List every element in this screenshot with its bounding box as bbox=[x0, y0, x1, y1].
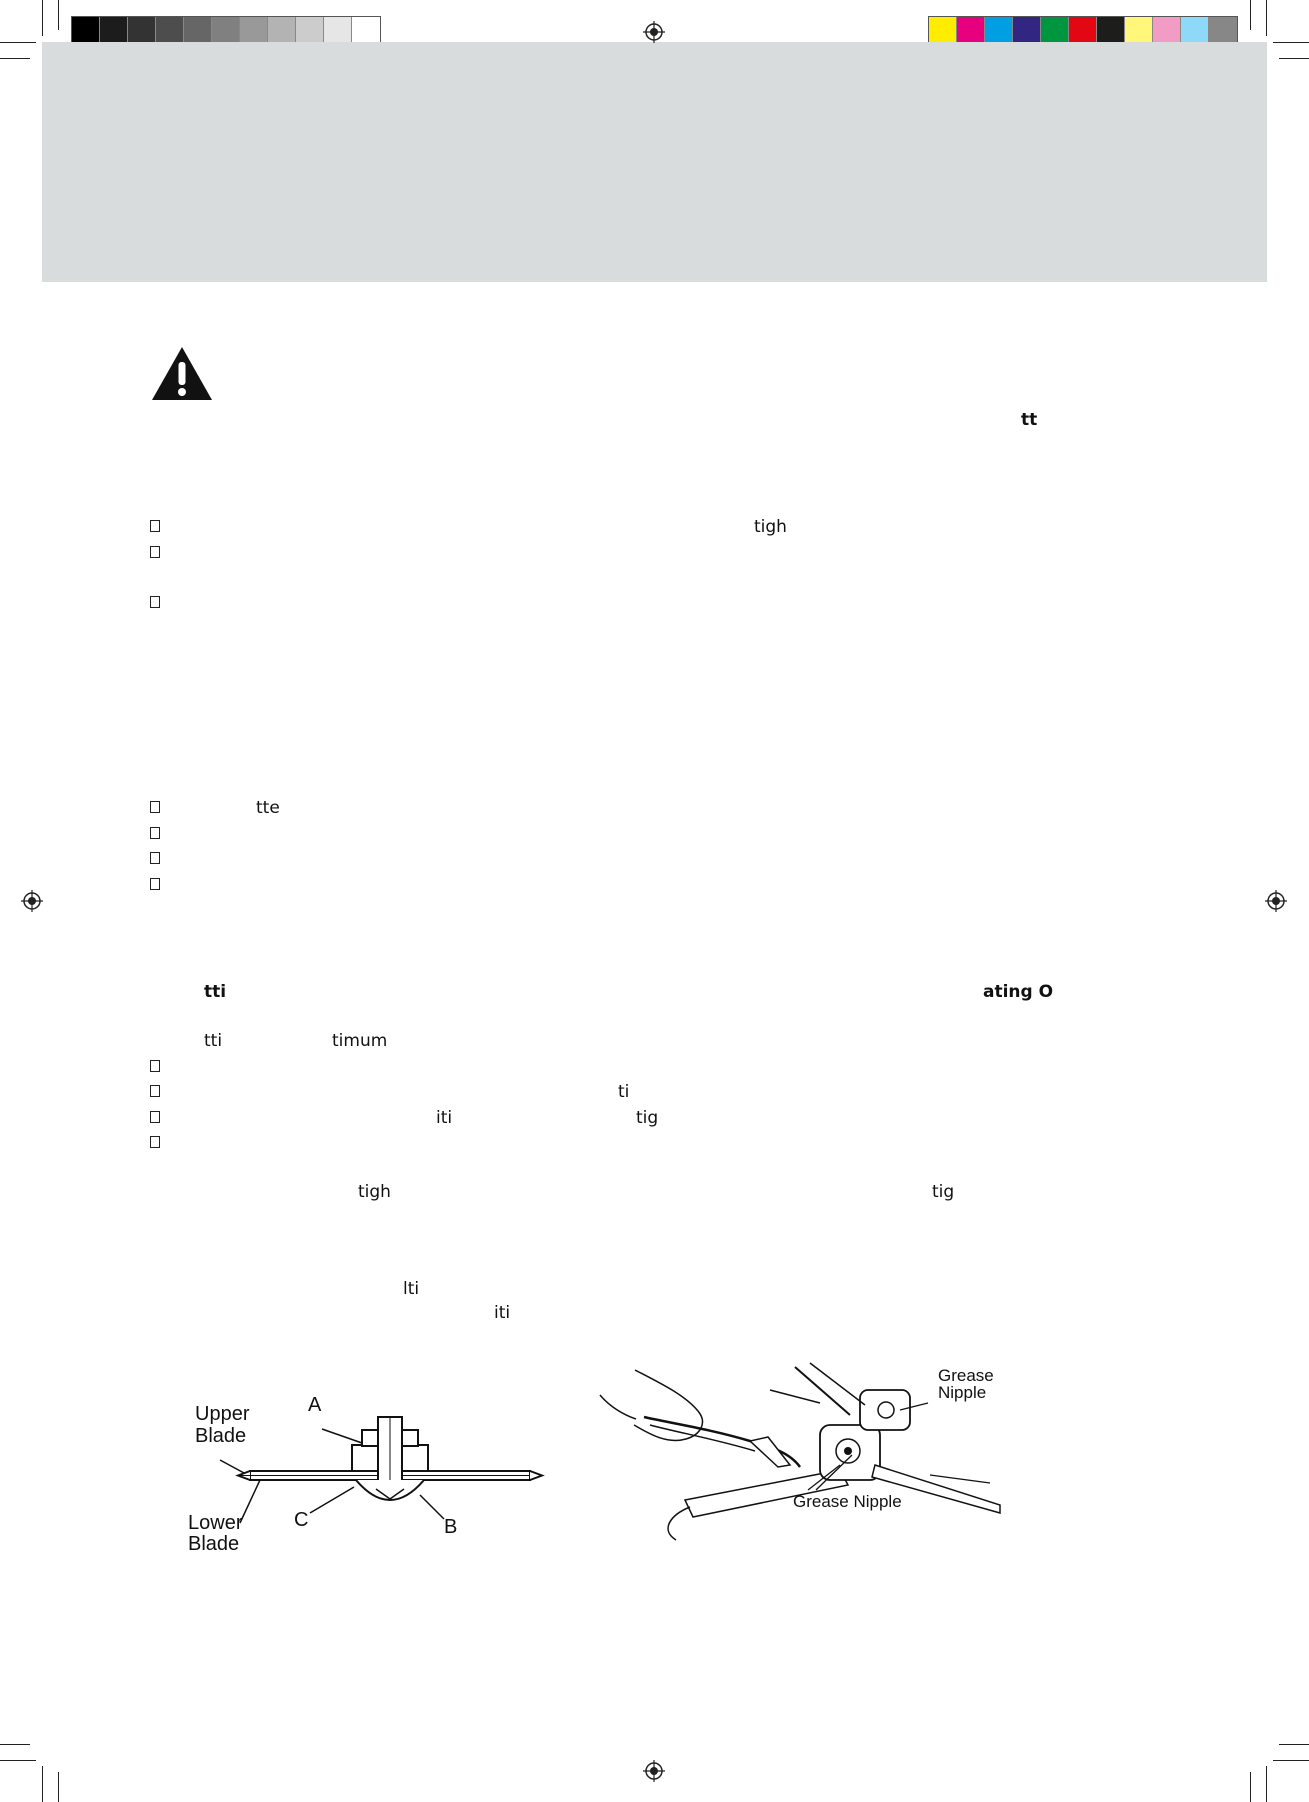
list-bullet bbox=[150, 1136, 160, 1148]
grayscale-swatch bbox=[296, 17, 324, 45]
color-swatch bbox=[1209, 17, 1237, 45]
grease-nipple-top-label-line-1: Grease bbox=[938, 1366, 994, 1385]
list-bullet bbox=[150, 596, 160, 608]
grayscale-swatch bbox=[156, 17, 184, 45]
list-bullet bbox=[150, 520, 160, 532]
lower-blade-label-line-2: Blade bbox=[188, 1533, 240, 1555]
crop-mark bbox=[1279, 1744, 1309, 1745]
crop-mark bbox=[1266, 1766, 1267, 1802]
grayscale-swatch bbox=[100, 17, 128, 45]
grease-nipple-bottom-label: Grease Nipple bbox=[793, 1492, 902, 1511]
crop-mark bbox=[1273, 1760, 1309, 1761]
registration-mark-icon bbox=[643, 1760, 665, 1782]
crop-mark bbox=[58, 1772, 59, 1802]
text-fragment: tigh bbox=[754, 517, 787, 537]
list-bullet bbox=[150, 1085, 160, 1097]
crop-mark bbox=[42, 0, 43, 36]
crop-mark bbox=[42, 1766, 43, 1802]
text-fragment: tigh bbox=[358, 1182, 391, 1202]
color-swatch bbox=[985, 17, 1013, 45]
list-bullet bbox=[150, 546, 160, 558]
grayscale-swatch bbox=[352, 17, 380, 45]
text-fragment: tig bbox=[932, 1182, 955, 1202]
grayscale-swatch bbox=[128, 17, 156, 45]
blade-assembly-figure bbox=[180, 1385, 550, 1560]
color-swatch bbox=[1097, 17, 1125, 45]
list-bullet bbox=[150, 1111, 160, 1123]
grayscale-swatch bbox=[184, 17, 212, 45]
text-fragment: iti bbox=[436, 1108, 453, 1128]
upper-blade-label-line-2: Blade bbox=[195, 1425, 247, 1447]
color-swatch bbox=[1125, 17, 1153, 45]
label-c: C bbox=[294, 1509, 309, 1531]
registration-mark-icon bbox=[1265, 890, 1287, 912]
text-fragment: ating O bbox=[983, 982, 1054, 1002]
crop-mark bbox=[0, 58, 30, 59]
lower-blade-label-line-1: Lower bbox=[188, 1512, 243, 1534]
crop-mark bbox=[0, 1760, 36, 1761]
color-swatch bbox=[929, 17, 957, 45]
crop-mark bbox=[0, 42, 36, 43]
grayscale-swatch bbox=[72, 17, 100, 45]
text-fragment: tti bbox=[204, 982, 227, 1002]
registration-mark-icon bbox=[643, 21, 665, 43]
warning-triangle-icon bbox=[150, 345, 214, 402]
upper-blade-label-line-1: Upper bbox=[195, 1403, 250, 1425]
crop-mark bbox=[1250, 1772, 1251, 1802]
color-swatch bbox=[1153, 17, 1181, 45]
text-fragment: timum bbox=[332, 1031, 388, 1051]
list-bullet bbox=[150, 878, 160, 890]
crop-mark bbox=[1279, 58, 1309, 59]
grayscale-swatch bbox=[240, 17, 268, 45]
grayscale-swatch bbox=[212, 17, 240, 45]
list-bullet bbox=[150, 852, 160, 864]
list-bullet bbox=[150, 827, 160, 839]
grayscale-swatch bbox=[268, 17, 296, 45]
text-fragment: tte bbox=[256, 798, 280, 818]
registration-mark-icon bbox=[21, 890, 43, 912]
color-swatch bbox=[1069, 17, 1097, 45]
crop-mark bbox=[1273, 42, 1309, 43]
color-swatch bbox=[1181, 17, 1209, 45]
text-fragment: lti bbox=[403, 1279, 420, 1299]
crop-mark bbox=[1266, 0, 1267, 36]
text-fragment: iti bbox=[494, 1303, 511, 1323]
grease-nipple-figure bbox=[590, 1355, 1010, 1555]
header-band bbox=[42, 42, 1267, 282]
list-bullet bbox=[150, 801, 160, 813]
grease-nipple-top-label-line-2: Nipple bbox=[938, 1383, 987, 1402]
crop-mark bbox=[1250, 0, 1251, 30]
grayscale-swatch bbox=[324, 17, 352, 45]
color-swatch bbox=[1041, 17, 1069, 45]
text-fragment: tti bbox=[204, 1031, 223, 1051]
color-swatch bbox=[957, 17, 985, 45]
text-fragment: tig bbox=[636, 1108, 659, 1128]
text-fragment: tt bbox=[1021, 410, 1038, 430]
crop-mark bbox=[0, 1744, 30, 1745]
text-fragment: ti bbox=[618, 1082, 630, 1102]
color-swatch bbox=[1013, 17, 1041, 45]
crop-mark bbox=[58, 0, 59, 30]
label-b: B bbox=[444, 1516, 458, 1538]
label-a: A bbox=[308, 1394, 322, 1416]
list-bullet bbox=[150, 1060, 160, 1072]
